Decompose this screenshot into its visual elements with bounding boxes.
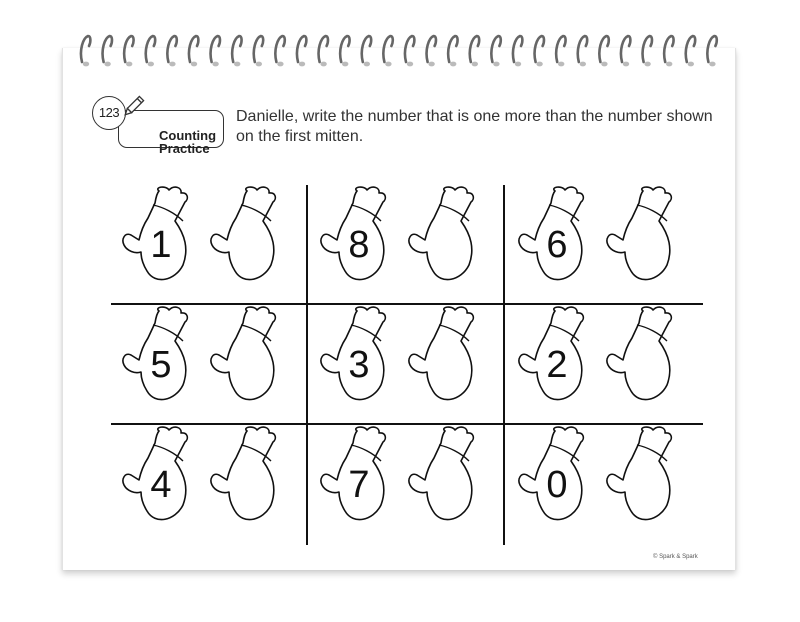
mitten-icon-numbered: [511, 187, 595, 287]
spiral-coil: [448, 36, 457, 66]
mitten-pair-cell: [507, 425, 703, 545]
mitten-icon-blank[interactable]: [203, 187, 287, 287]
spiral-coil: [556, 36, 565, 66]
mitten-icon-blank[interactable]: [401, 427, 485, 527]
spiral-coil: [167, 36, 176, 66]
pencil-icon: [120, 94, 146, 120]
spiral-coil: [103, 36, 112, 66]
mitten-number: 8: [348, 224, 370, 266]
mitten-pair-cell: [309, 185, 505, 305]
spiral-coil: [362, 36, 371, 66]
spiral-coil: [578, 36, 587, 66]
spiral-coil: [383, 36, 392, 66]
mitten-icon-blank[interactable]: [401, 187, 485, 287]
mitten-number: 4: [150, 464, 172, 506]
copyright-text: © Spark & Spark: [653, 554, 698, 560]
spiral-coil: [599, 36, 608, 66]
mitten-number: 2: [546, 344, 568, 386]
spiral-coil: [297, 36, 306, 66]
mitten-icon-numbered: [511, 427, 595, 527]
mitten-pair-cell: [111, 305, 307, 425]
mitten-number: 0: [546, 464, 568, 506]
spiral-coil: [686, 36, 695, 66]
mitten-pair-cell: [507, 305, 703, 425]
mitten-icon-blank[interactable]: [599, 427, 683, 527]
mitten-icon-numbered: [313, 187, 397, 287]
badge-number: 123: [92, 96, 126, 130]
spiral-coil: [535, 36, 544, 66]
spiral-coil: [275, 36, 284, 66]
mitten-icon-numbered: [115, 307, 199, 407]
spiral-coil: [319, 36, 328, 66]
mitten-pair-cell: [309, 305, 505, 425]
mitten-icon-numbered: [115, 427, 199, 527]
mitten-pair-cell: [309, 425, 505, 545]
mitten-icon-numbered: [313, 427, 397, 527]
spiral-coil: [405, 36, 414, 66]
spiral-coil: [189, 36, 198, 66]
mitten-number: 6: [546, 224, 568, 266]
spiral-coil: [470, 36, 479, 66]
mitten-icon-blank[interactable]: [401, 307, 485, 407]
spiral-coil: [707, 36, 716, 66]
spiral-coil: [211, 36, 220, 66]
mitten-number: 3: [348, 344, 370, 386]
mitten-number: 7: [348, 464, 370, 506]
mitten-pair-cell: [111, 425, 307, 545]
counting-practice-badge: [92, 96, 227, 156]
spiral-coil: [232, 36, 241, 66]
spiral-coil: [146, 36, 155, 66]
mitten-pair-cell: [111, 185, 307, 305]
spiral-coil: [254, 36, 263, 66]
badge-title: Counting Practice: [159, 128, 217, 156]
mitten-icon-blank[interactable]: [203, 307, 287, 407]
mitten-number: 5: [150, 344, 172, 386]
mitten-icon-blank[interactable]: [599, 187, 683, 287]
mitten-grid: [111, 185, 703, 545]
mitten-icon-numbered: [115, 187, 199, 287]
spiral-coil: [124, 36, 133, 66]
spiral-coil: [621, 36, 630, 66]
spiral-binding: [62, 24, 734, 76]
spiral-coil: [81, 36, 90, 66]
mitten-number: 1: [150, 224, 172, 266]
spiral-coil: [664, 36, 673, 66]
spiral-coil: [491, 36, 500, 66]
instructions-text: Danielle, write the number that is one more than the number shown on the first mitten.: [236, 108, 713, 145]
mitten-icon-numbered: [313, 307, 397, 407]
spiral-coil: [513, 36, 522, 66]
mitten-icon-numbered: [511, 307, 595, 407]
spiral-coil: [427, 36, 436, 66]
mitten-icon-blank[interactable]: [203, 427, 287, 527]
spiral-coil: [340, 36, 349, 66]
mitten-icon-blank[interactable]: [599, 307, 683, 407]
spiral-coil: [643, 36, 652, 66]
mitten-pair-cell: [507, 185, 703, 305]
